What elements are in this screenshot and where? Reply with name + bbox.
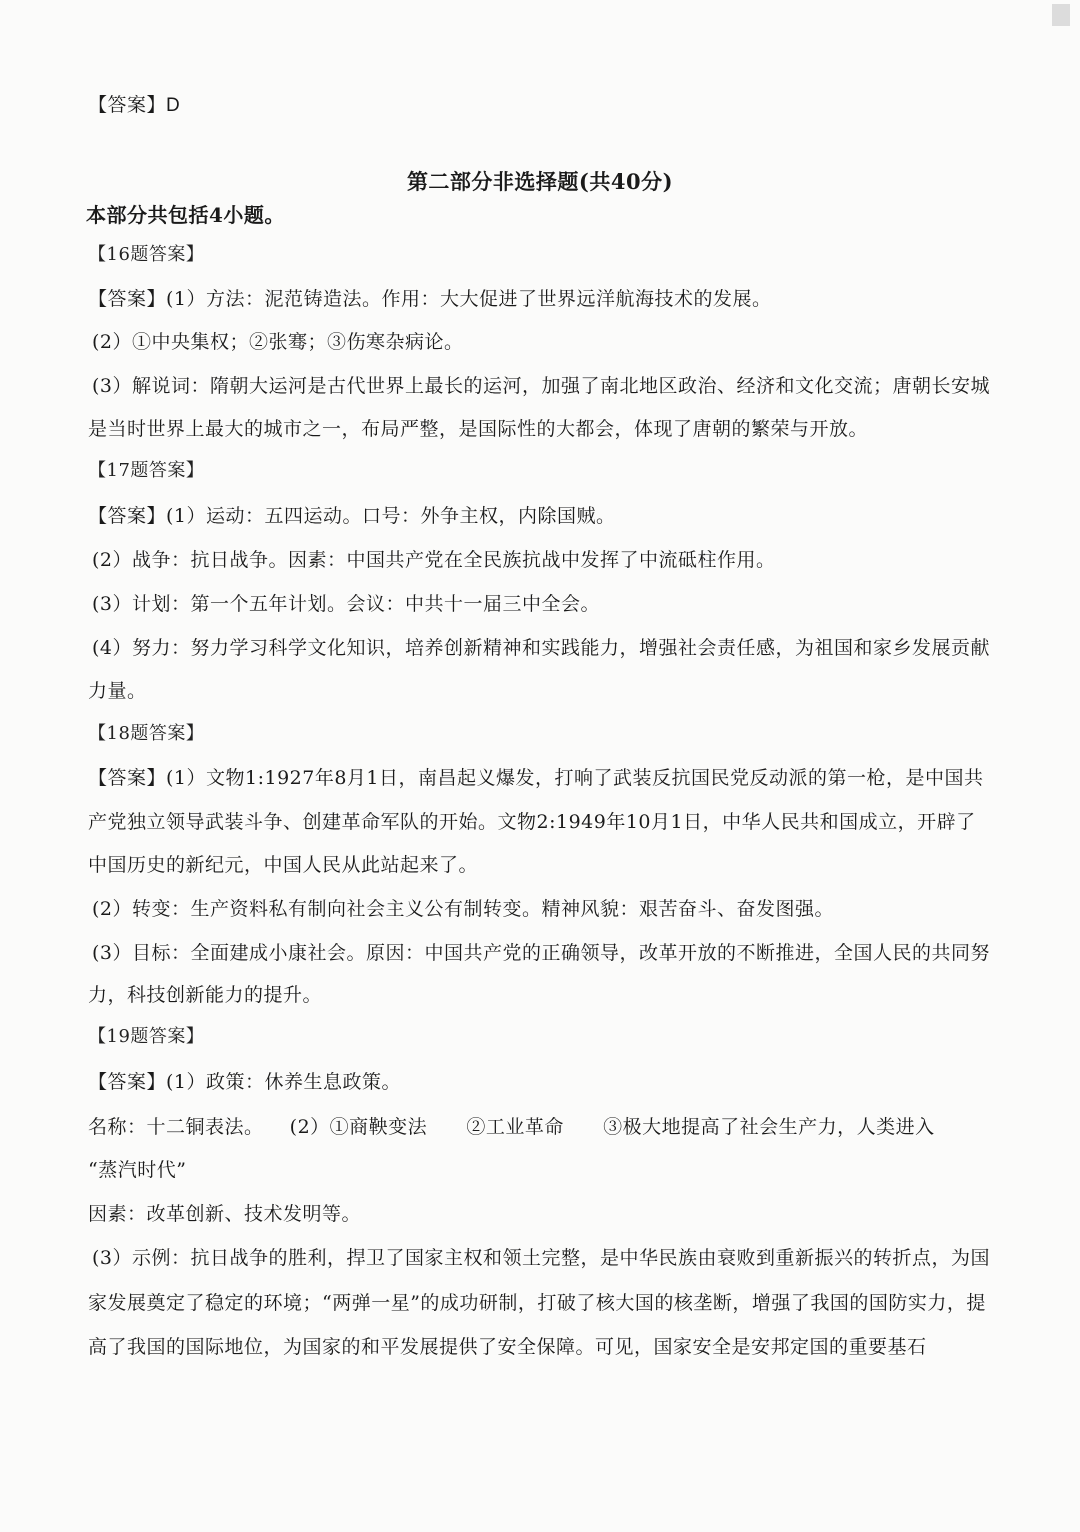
q16-header: 【16题答案】	[88, 244, 205, 265]
q17-line: 【答案】(1）运动：五四运动。口号：外争主权，内除国贼。	[88, 505, 616, 527]
answer-value: D	[166, 95, 181, 116]
q16-line: (3）解说词：隋朝大运河是古代世界上最长的运河，加强了南北地区政治、经济和文化交流；唐朝长安城	[92, 375, 991, 397]
answer-d-line	[88, 93, 180, 118]
q19-header: 【19题答案】	[88, 1026, 205, 1047]
q19-line: 家发展奠定了稳定的环境；“两弹一星”的成功研制，打破了核大国的核垄断，增强了我国的国防实力，提	[88, 1292, 986, 1314]
q19-line: (3）示例：抗日战争的胜利，捍卫了国家主权和领土完整，是中华民族由衰败到重新振兴的转折点，为国	[92, 1247, 991, 1269]
q19-line: 名称：十二铜表法。 (2）①商鞅变法 ②工业革命 ③极大地提高了社会生产力，人类进入	[88, 1116, 935, 1138]
q17-header: 【17题答案】	[88, 460, 205, 481]
q18-line: 【答案】(1）文物1:1927年8月1日，南昌起义爆发，打响了武装反抗国民党反动派的第一枪，是中国共	[88, 767, 984, 789]
q19-line: 高了我国的国际地位，为国家的和平发展提供了安全保障。可见，国家安全是安邦定国的重要基石	[88, 1336, 927, 1358]
q16-line: (2）①中央集权；②张骞；③伤寒杂病论。	[92, 331, 464, 353]
q17-line: 力量。	[88, 680, 147, 702]
q19-line: 【答案】(1）政策：休养生息政策。	[88, 1071, 402, 1093]
part2-intro: 本部分共包括4小题。	[86, 203, 285, 227]
q16-line: 【答案】(1）方法：泥范铸造法。作用：大大促进了世界远洋航海技术的发展。	[88, 288, 772, 310]
q16-line: 是当时世界上最大的城市之一，布局严整，是国际性的大都会，体现了唐朝的繁荣与开放。	[88, 418, 869, 440]
q17-line: (2）战争：抗日战争。因素：中国共产党在全民族抗战中发挥了中流砥柱作用。	[92, 549, 776, 571]
q18-header: 【18题答案】	[88, 723, 205, 744]
answer-label: 【答案】	[88, 94, 167, 116]
q18-line: 力，科技创新能力的提升。	[88, 984, 323, 1006]
q18-line: 产党独立领导武装斗争、创建革命军队的开始。文物2:1949年10月1日，中华人民共和国成立，开辟了	[88, 811, 976, 833]
q17-line: (4）努力：努力学习科学文化知识，培养创新精神和实践能力，增强社会责任感，为祖国和家乡发展贡献	[92, 637, 991, 659]
q18-line: (3）目标：全面建成小康社会。原因：中国共产党的正确领导，改革开放的不断推进，全国人民的共同努	[92, 942, 991, 964]
part2-title: 第二部分非选择题(共40分)	[406, 169, 674, 194]
q19-line: 因素：改革创新、技术发明等。	[88, 1203, 362, 1225]
q17-line: (3）计划：第一个五年计划。会议：中共十一届三中全会。	[92, 593, 601, 615]
scan-corner-mark	[1052, 4, 1070, 26]
q18-line: 中国历史的新纪元，中国人民从此站起来了。	[88, 854, 479, 876]
q19-line: “蒸汽时代”	[88, 1159, 187, 1181]
q18-line: (2）转变：生产资料私有制向社会主义公有制转变。精神风貌：艰苦奋斗、奋发图强。	[92, 898, 835, 920]
